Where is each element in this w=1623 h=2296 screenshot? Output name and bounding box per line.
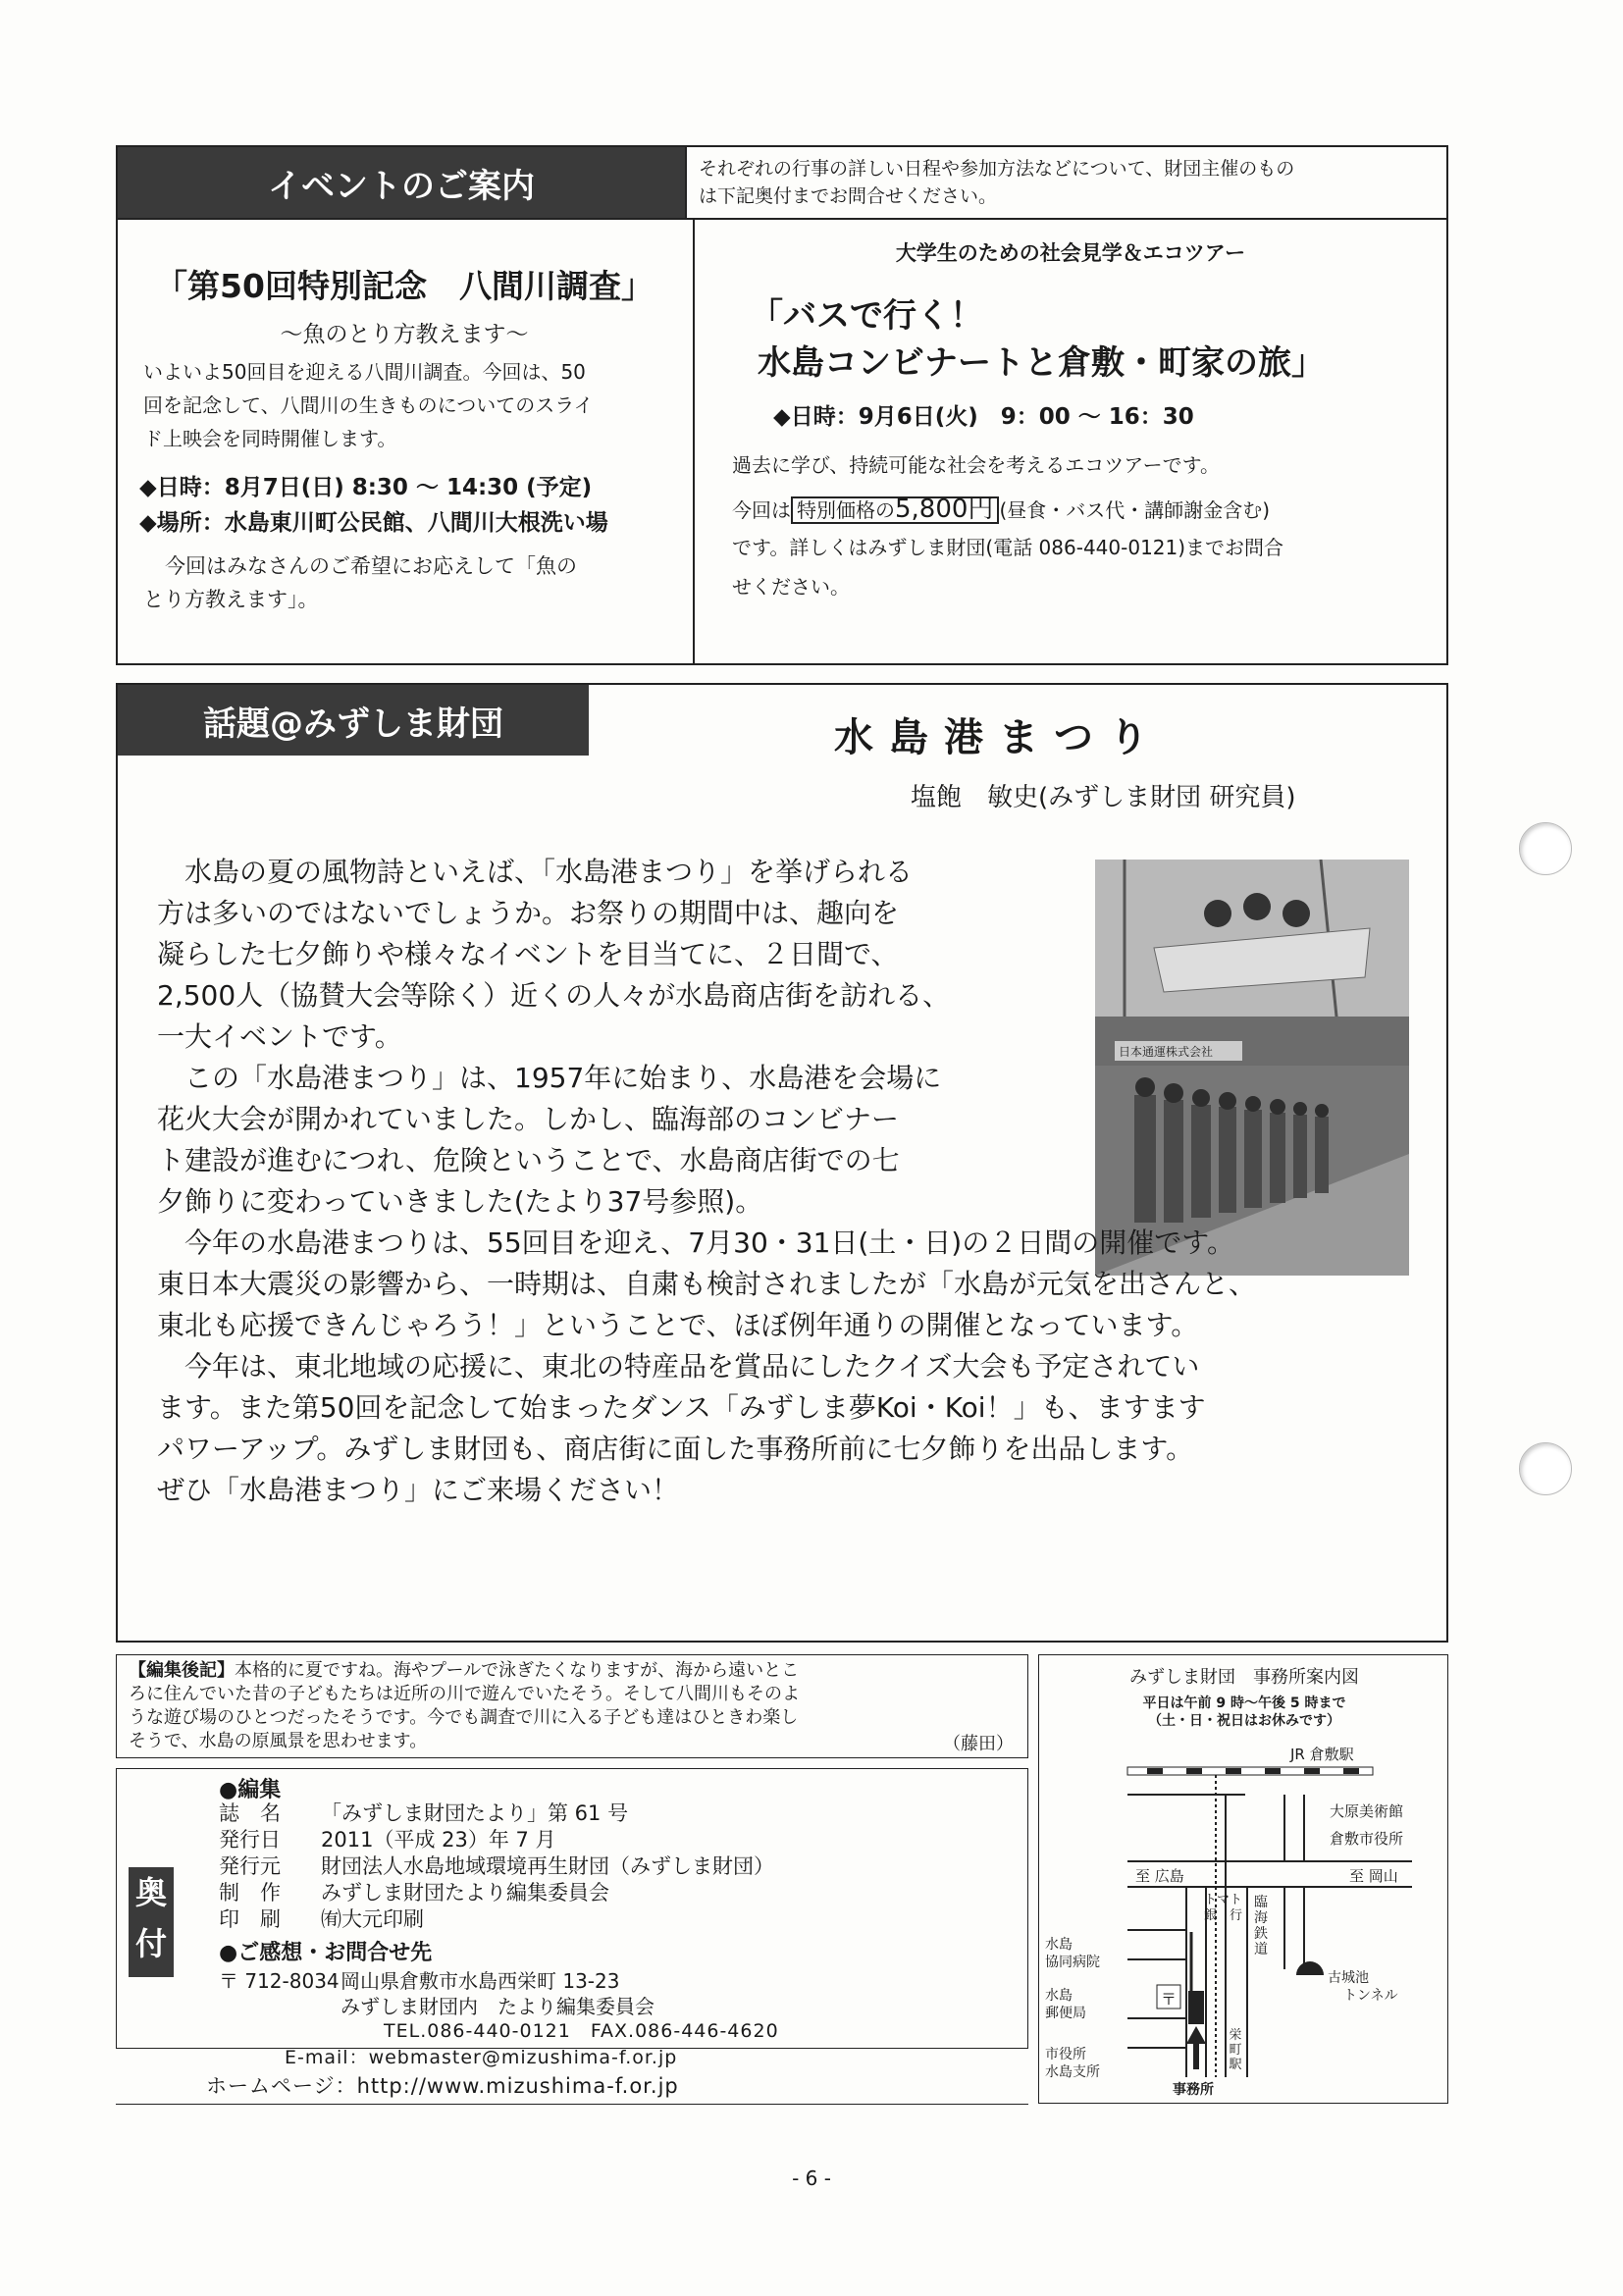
contact-heading: ●ご感想・お問合せ先: [219, 1941, 433, 1965]
article-author: 塩飽 敏史(みずしま財団 研究員): [911, 783, 1296, 812]
map-label-to-okayama: 至 岡山: [1349, 1867, 1398, 1885]
event-2-body1: 過去に学び、持続可能な社会を考えるエコツアーです。: [732, 453, 1220, 477]
map-label-city-hall: 倉敷市役所: [1330, 1830, 1404, 1848]
article-para1: 水島の夏の風物詩といえば、「水島港まつり」を挙げられる 方は多いのではないでしょうか。お祭りの期間中は、趣向を 凝らした七夕飾りや様々なイベントを目当てに、２日間で、 2,500人（協賛大会等除く）近くの人々が水島商店街を訪れる、 一大イベントです。 この「水島港まつり」は、1957年に始まり、水島港を会場に 花火大会が開かれていました。しかし、臨海部のコンビナー ト建設が進むにつれ、危険ということで、水島商店街での七 夕飾りに変わっていきました(たより37号参照)。: [157, 856, 951, 1218]
topic-section: [116, 683, 1448, 1643]
edit-heading: ●編集: [219, 1778, 282, 1802]
map-label-museum: 大原美術館: [1330, 1802, 1404, 1820]
event-1-date: ◆日時：8月7日(日) 8:30 ～ 14:30 (予定): [139, 475, 593, 500]
event-2-body3: です。詳しくはみずしま財団(電話 086-440-0121)までお問合: [732, 536, 1284, 559]
map-label-hospital: 水島 協同病院: [1045, 1937, 1100, 1970]
map-label-station: JR 倉敷駅: [1290, 1746, 1354, 1763]
event-section-header: イベントのご案内: [118, 147, 685, 218]
map-hours: 平日は午前 9 時～午後 5 時まで: [1142, 1696, 1346, 1711]
event-2: [695, 218, 1446, 665]
editor-signature: （藤田）: [943, 1734, 1014, 1754]
map-label-to-hiroshima: 至 広島: [1135, 1867, 1184, 1885]
map-label-branch: 市役所 水島支所: [1045, 2047, 1100, 2080]
map-label-office: 事務所: [1173, 2082, 1214, 2098]
event-2-body2: 今回は 特別価格の5,800円 (昼食・バス代・講師謝金含む): [732, 495, 1271, 524]
event-2-title-line2: 水島コンビナートと倉敷・町家の旅」: [758, 343, 1325, 383]
tel-fax: TEL.086-440-0121 FAX.086-446-4620: [384, 2020, 779, 2042]
event-1-body: いよいよ50回目を迎える八間川調査。今回は、50 回を記念して、八間川の生きものについてのスライ ド上映会を同時開催します。: [143, 360, 594, 450]
postal-code: 〒 712-8034: [219, 1969, 340, 1993]
map-title: みずしま財団 事務所案内図: [1129, 1667, 1359, 1688]
map-label-railway: 臨 海 鉄 道: [1254, 1895, 1268, 1957]
event-1-place: ◆場所：水島東川町公民館、八間川大根洗い場: [139, 510, 608, 536]
event-section: [116, 145, 1448, 665]
post-office-icon: 〒: [1161, 1990, 1178, 2009]
event-1-title: 「第50回特別記念 八間川調査」: [155, 267, 654, 305]
punch-hole-top: [1519, 822, 1572, 875]
article-para2: 今年の水島港まつりは、55回目を迎え、7月30・31日(土・日)の２日間の開催です。 東日本大震災の影響から、一時期は、自粛も検討されましたが「水島が元気を出さんと、 東北も応援できんじゃろう！」ということで、ほぼ例年通りの開催となっています。 今年は、東北地域の応援に、東北の特産品を賞品にしたクイズ大会も予定されてい ます。また第50回を記念して始まったダンス「みずしま夢Koi・Koi！」も、ますます パワーアップ。みずしま財団も、商店街に面した事務所前に七夕飾りを出品します。 ぜひ「水島港まつり」にご来場ください！: [157, 1226, 1257, 1506]
event-2-kicker: 大学生のための社会見学＆エコツアー: [895, 241, 1246, 265]
punch-hole-bottom: [1519, 1442, 1572, 1495]
event-1-subtitle: ～魚のとり方教えます～: [280, 322, 529, 347]
photo-banner-text: 日本通運株式会社: [1119, 1045, 1214, 1059]
editor-note: 【編集後記】本格的に夏ですね。海やプールで泳ぎたくなりますが、海から遠いとこ ろに住んでいた昔の子どもたちは近所の川で遊んでいたそう。そして八間川もそのよ うな遊び場のひとつだったそうです。今でも調査で川に入る子ども達はひときわ楽し そうで、水島の原風景を思わせます。 （藤田）: [116, 1654, 1028, 1758]
event-2-date: ◆日時：9月6日(火) 9：00 ～ 16：30: [773, 404, 1194, 430]
office-map: [1038, 1654, 1448, 2104]
map-label-station-sakaemachi: 栄 町 駅: [1229, 2028, 1242, 2072]
homepage-link[interactable]: ホームページ：http://www.mizushima-f.or.jp: [206, 2074, 679, 2098]
colophon-tab: 奥 付: [129, 1867, 174, 1977]
map-hours-2: （土・日・祝日はお休みです）: [1148, 1713, 1340, 1729]
address-2: みずしま財団内 たより編集委員会: [340, 1995, 654, 2018]
event-2-body4: せください。: [732, 575, 850, 599]
article-title: 水島港まつり: [834, 715, 1164, 760]
map-label-bank: トマト 銀 行: [1204, 1893, 1243, 1923]
page-number: - 6 -: [792, 2166, 831, 2190]
map-label-post-office: 水島 郵便局: [1045, 1988, 1086, 2021]
colophon-rows: 誌 名 「みずしま財団たより」第 61 号 発行日 2011（平成 23）年 7 月 発行元 財団法人水島地域環境再生財団（みずしま財団） 制 作 みずしま財団たより編集委員会 印 刷 ㈲大元印刷: [219, 1801, 774, 1931]
event-2-title-line1: 「バスで行く！: [750, 296, 983, 336]
event-1-note: 今回はみなさんのご希望にお応えして「魚の とり方教えます」。: [143, 554, 577, 611]
event-1: [118, 218, 691, 665]
price-box: 特別価格の5,800円: [791, 496, 999, 524]
topic-section-header: 話題@みずしま財団: [118, 685, 589, 756]
colophon: [116, 1768, 1028, 2049]
event-intro: それぞれの行事の詳しい日程や参加方法などについて、財団主催のもの は下記奥付までお問合せください。: [699, 158, 1295, 207]
email-link[interactable]: E-mail：webmaster@mizushima-f.or.jp: [285, 2047, 678, 2068]
festival-photo: [1095, 860, 1409, 1276]
address: 岡山県倉敷市水島西栄町 13-23: [340, 1969, 620, 1993]
map-label-tunnel: 古城池 トンネル: [1328, 1970, 1398, 2004]
